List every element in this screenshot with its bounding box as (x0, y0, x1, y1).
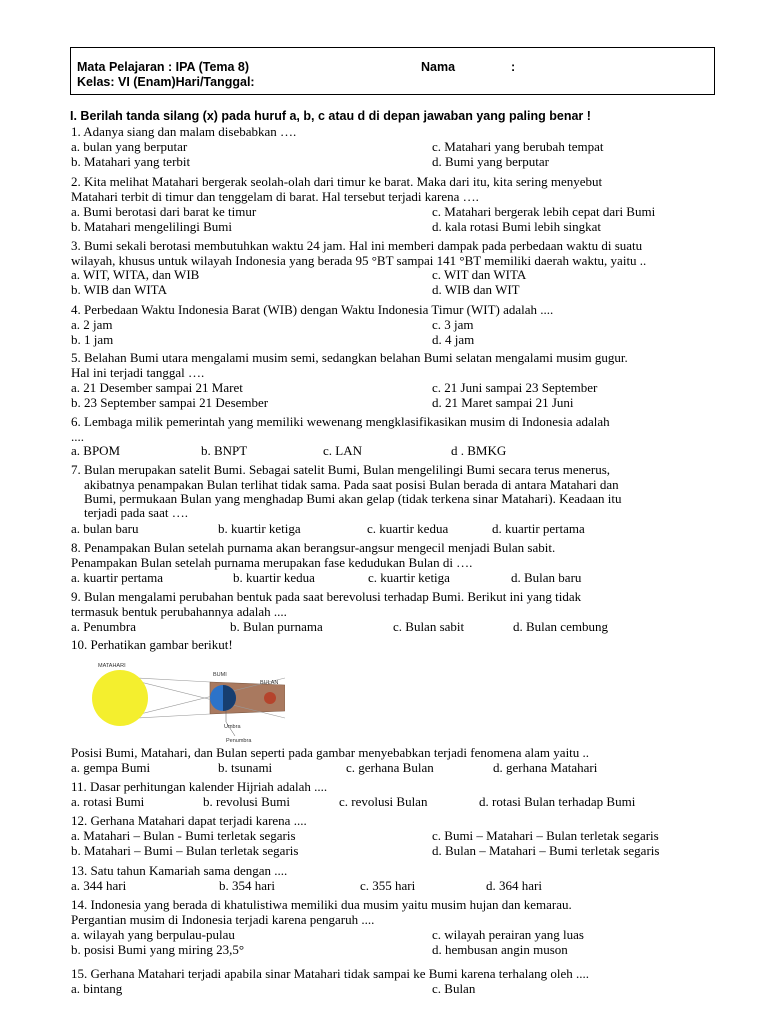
option-d: d. Bumi yang berputar (432, 154, 549, 169)
question-15-stem: 15. Gerhana Matahari terjadi apabila sinar Matahari tidak sampai ke Bumi karena terhalang oleh .... (71, 966, 589, 981)
option-d: d. hembusan angin muson (432, 942, 568, 957)
option-d: d. 364 hari (486, 878, 542, 893)
option-c: c. 21 Juni sampai 23 September (432, 380, 598, 395)
option-c: c. wilayah perairan yang luas (432, 927, 584, 942)
option-a: a. kuartir pertama (71, 570, 164, 585)
question-10-followup: Posisi Bumi, Matahari, dan Bulan seperti pada gambar menyebabkan terjadi fenomena alam yaitu .. (71, 745, 590, 760)
option-b: b. Matahari mengelilingi Bumi (71, 219, 233, 234)
question-14-stem: 14. Indonesia yang berada di khatulistiwa memiliki dua musim yaitu musim hujan dan kemarau. (71, 897, 572, 912)
option-d: d. kuartir pertama (492, 521, 585, 536)
option-a: a. Penumbra (71, 619, 136, 634)
option-d: d. rotasi Bulan terhadap Bumi (479, 794, 636, 809)
option-a: a. BPOM (71, 443, 121, 458)
option-a: a. WIT, WITA, dan WIB (71, 267, 200, 282)
question-6-stem: 6. Lembaga milik pemerintah yang memiliki wewenang mengklasifikasikan musim di Indonesia adalah (71, 414, 610, 429)
question-3-stem: 3. Bumi sekali berotasi membutuhkan waktu 24 jam. Hal ini memberi dampak pada perbedaan waktu di suatu (71, 238, 643, 253)
question-9-stem-line2: termasuk bentuk perubahannya adalah .... (71, 604, 287, 619)
option-d: d. 4 jam (432, 332, 475, 347)
name-label: Nama (421, 60, 456, 74)
moon-label: BULAN (260, 680, 279, 686)
option-b: b. 354 hari (219, 878, 275, 893)
option-b: b. BNPT (201, 443, 248, 458)
option-a: a. wilayah yang berpulau-pulau (71, 927, 235, 942)
question-7-stem-line4: terjadi pada saat …. (84, 505, 188, 520)
option-c: c. revolusi Bulan (339, 794, 428, 809)
question-11-stem: 11. Dasar perhitungan kalender Hijriah adalah .... (71, 779, 328, 794)
option-d: d. 21 Maret sampai 21 Juni (432, 395, 574, 410)
question-7-stem: 7. Bulan merupakan satelit Bumi. Sebagai satelit Bumi, Bulan mengelilingi Bumi secara terus menerus, (71, 462, 611, 477)
option-a: a. gempa Bumi (71, 760, 151, 775)
option-c: c. WIT dan WITA (432, 267, 527, 282)
option-b: b. posisi Bumi yang miring 23,5° (71, 942, 245, 957)
option-c: c. Bulan sabit (393, 619, 465, 634)
question-10-stem: 10. Perhatikan gambar berikut! (71, 637, 233, 652)
question-13-stem: 13. Satu tahun Kamariah sama dengan .... (71, 863, 288, 878)
option-a: a. bintang (71, 981, 123, 996)
option-c: c. 355 hari (360, 878, 416, 893)
option-a: a. 344 hari (71, 878, 127, 893)
option-c: c. Bumi – Matahari – Bulan terletak segaris (432, 828, 659, 843)
question-4-stem: 4. Perbedaan Waktu Indonesia Barat (WIB) dengan Waktu Indonesia Timur (WIT) adalah .... (71, 302, 554, 317)
question-3-stem-line2: wilayah, khusus untuk wilayah Indonesia yang berada 95 °BT sampai 141 °BT memiliki daerah waktu, yaitu .. (71, 253, 647, 268)
option-a: a. Matahari – Bulan - Bumi terletak segaris (71, 828, 296, 843)
option-d: d. gerhana Matahari (493, 760, 598, 775)
question-5-stem: 5. Belahan Bumi utara mengalami musim semi, sedangkan belahan Bumi selatan mengalami musim gugur. (71, 350, 628, 365)
option-b: b. tsunami (218, 760, 273, 775)
header-box (70, 47, 715, 95)
option-d: d. Bulan baru (511, 570, 582, 585)
question-2-stem: 2. Kita melihat Matahari bergerak seolah-olah dari timur ke barat. Maka dari itu, kita sering menyebut (71, 174, 603, 189)
class-date-label: Kelas: VI (Enam)Hari/Tanggal: (77, 75, 255, 89)
question-6-stem-line2: .... (71, 429, 84, 444)
option-c: c. 3 jam (432, 317, 474, 332)
option-a: a. Bumi berotasi dari barat ke timur (71, 204, 257, 219)
option-b: b. Matahari yang terbit (71, 154, 191, 169)
option-b: b. 23 September sampai 21 Desember (71, 395, 269, 410)
option-b: b. revolusi Bumi (203, 794, 291, 809)
option-d: d. WIB dan WIT (432, 282, 520, 297)
moon-circle (264, 692, 276, 704)
eclipse-diagram (85, 656, 285, 746)
option-c: c. Bulan (432, 981, 476, 996)
question-8-stem: 8. Penampakan Bulan setelah purnama akan berangsur-angsur mengecil menjadi Bulan sabit. (71, 540, 556, 555)
option-b: b. kuartir kedua (233, 570, 315, 585)
penumbra-label: Penumbra (226, 738, 252, 744)
option-b: b. 1 jam (71, 332, 114, 347)
option-d: d. Bulan cembung (513, 619, 608, 634)
option-d: d. kala rotasi Bumi lebih singkat (432, 219, 601, 234)
option-a: a. 21 Desember sampai 21 Maret (71, 380, 243, 395)
option-a: a. bulan baru (71, 521, 139, 536)
option-c: c. Matahari yang berubah tempat (432, 139, 604, 154)
question-2-stem-line2: Matahari terbit di timur dan tenggelam di barat. Hal tersebut terjadi karena …. (71, 189, 479, 204)
umbra-label: Umbra (224, 724, 241, 730)
option-b: b. WIB dan WITA (71, 282, 167, 297)
option-a: a. 2 jam (71, 317, 113, 332)
subject-label: Mata Pelajaran : IPA (Tema 8) (77, 60, 250, 74)
option-c: c. gerhana Bulan (346, 760, 434, 775)
option-a: a. bulan yang berputar (71, 139, 188, 154)
question-1-stem: 1. Adanya siang dan malam disebabkan …. (71, 124, 297, 139)
option-b: b. kuartir ketiga (218, 521, 301, 536)
option-b: b. Bulan purnama (230, 619, 323, 634)
earth-label: BUMI (213, 672, 227, 678)
sun-circle (92, 670, 148, 726)
option-d: d . BMKG (451, 443, 507, 458)
question-12-stem: 12. Gerhana Matahari dapat terjadi karena .... (71, 813, 307, 828)
name-colon: : (511, 60, 516, 74)
option-d: d. Bulan – Matahari – Bumi terletak segaris (432, 843, 660, 858)
option-c: c. LAN (323, 443, 362, 458)
instruction: I. Berilah tanda silang (x) pada huruf a, b, c atau d di depan jawaban yang paling benar ! (70, 109, 591, 123)
option-c: c. kuartir kedua (367, 521, 449, 536)
question-7-stem-line2: akibatnya penampakan Bulan terlihat tidak sama. Pada saat posisi Bulan berada di antara Matahari dan (84, 477, 619, 492)
question-14-stem-line2: Pergantian musim di Indonesia terjadi karena pengaruh .... (71, 912, 375, 927)
option-b: b. Matahari – Bumi – Bulan terletak segaris (71, 843, 299, 858)
option-c: c. kuartir ketiga (368, 570, 450, 585)
option-c: c. Matahari bergerak lebih cepat dari Bumi (432, 204, 656, 219)
question-9-stem: 9. Bulan mengalami perubahan bentuk pada saat berevolusi terhadap Bumi. Berikut ini yang tidak (71, 589, 582, 604)
question-7-stem-line3: Bumi, permukaan Bulan yang menghadap Bumi akan gelap (tidak terkena sinar Matahari). Keadaan itu (84, 491, 622, 506)
option-a: a. rotasi Bumi (71, 794, 145, 809)
question-5-stem-line2: Hal ini terjadi tanggal …. (71, 365, 205, 380)
sun-label: MATAHARI (98, 663, 126, 669)
question-8-stem-line2: Penampakan Bulan setelah purnama merupakan fase kedudukan Bulan di …. (71, 555, 473, 570)
